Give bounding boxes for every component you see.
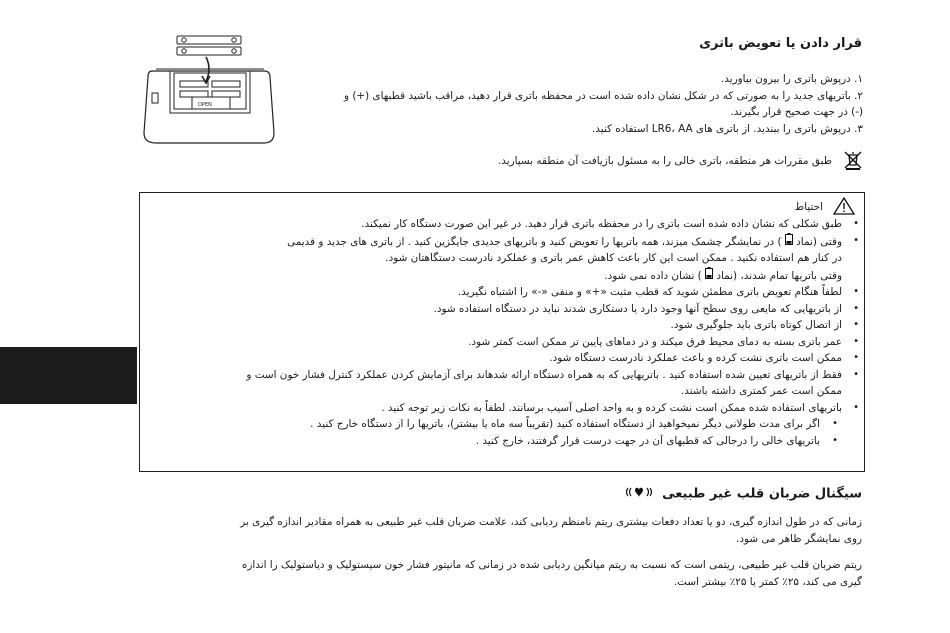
caution-subitem-1: • اگر برای مدت طولانی دیگر نمیخواهید از دستگاه استفاده کنید (تقریباً سه ماه یا بیشتر)، باتریها را از دستگاه خارج کنید . [172, 416, 820, 433]
battery-section-title: قرار دادن یا تعویض باتری [699, 36, 862, 51]
battery-compartment-illustration [140, 33, 280, 148]
section-tab [0, 347, 137, 404]
disposal-note: طبق مقررات هر منطقه، باتری خالی را به مسئول بازیافت آن منطقه بسپارید. [497, 155, 832, 167]
irregular-heartbeat-icon [624, 486, 654, 502]
irregular-section-title: سیگنال ضربان قلب غیر طبیعی [562, 486, 862, 502]
battery-steps [283, 71, 863, 137]
caution-subitem-2: • باتریهای خالی را درجالی که قطبهای آن در جهت درست قرار گرفتند، خارج کنید . [172, 433, 820, 450]
battery-empty-icon [705, 267, 713, 285]
caution-item-7: • ممکن است باتری نشت کرده و باعث عملکرد نادرست دستگاه شود. [172, 350, 842, 367]
caution-item-2-line3: وقتی باتریها تمام شدند، (نماد ) نشان داده نمی شود. [172, 267, 842, 285]
caution-item-9: • باتریهای استفاده شده ممکن است نشت کرده و به واحد اصلی آسیب برسانند. لطفاً به نکات زیر توجه کنید . [172, 400, 842, 417]
open-label: OPEN [198, 102, 212, 108]
caution-item-1: • طبق شکلی که نشان داده شده است باتری را در محفظه باتری قرار دهید. در غیر این صورت دستگاه کار نمیکند. [172, 216, 842, 233]
caution-item-8-line2: ممکن است عمر کمتری داشته باشند. [680, 385, 842, 397]
irregular-paragraph-1: زمانی که در طول اندازه گیری، دو یا تعداد دفعات بیشتری ریتم نامنظم ردیابی کند، علامت ضربان قلب غیر طبیعی به همراه مقادیر اندازه گیری بر روی نمایشگر ظاهر می شود. [240, 516, 862, 545]
crossed-bin-icon [842, 149, 864, 171]
caution-item-5: • از اتصال کوتاه باتری باید جلوگیری شود. [172, 317, 842, 334]
caution-item-4: • از باتریهایی که مایعی روی سطح آنها وجود دارد یا دستکاری شدند نباید در دستگاه استفاده شود. [172, 301, 842, 318]
caution-item-2-line2: در کنار هم استفاده نکنید . ممکن است این کار باعث کاهش عمر باتری و عملکرد نادرست دستگاهتان شود. [385, 252, 842, 264]
step-1: ۱. درپوش باتری را بیرون بیاورید. [720, 73, 863, 85]
caution-item-6: • عمر باتری بسته به دمای محیط فرق میکند و در دماهای پایین تر ممکن است کمتر شود. [172, 334, 842, 351]
battery-icon [785, 233, 793, 251]
step-3: ۳. درپوش باتری را ببندید. از باتری های LR6، AA استفاده کنید. [591, 122, 863, 135]
caution-subitems [172, 416, 820, 449]
step-2: ۲. باتریهای جدید را به صورتی که در شکل نشان داده شده است در محفظه باتری قرار دهید، مراقب باشید قطبهای (+) و [344, 89, 863, 102]
battery-diagram [140, 33, 280, 148]
warning-triangle-icon [832, 196, 856, 216]
irregular-paragraph-2: ریتم ضربان قلب غیر طبیعی، ریتمی است که نسبت به ریتم میانگین ردیابی شده در زمانی که مانیتور فشار خون سیستولیک و دیاستولیک را اندازه گیری می کند، ۲۵٪ کمتر یا ۲۵٪ بیشتر است. [241, 559, 862, 588]
caution-title: احتیاط [794, 201, 823, 213]
caution-item-2: • وقتی (نماد ) در نمایشگر چشمک میزند، همه باتریها را تعویض کنید و باتریهای جدیدی جایگزین کنید . از باتری های جدید و قدیمی [172, 233, 842, 251]
step-2-continued: (-) در جهت صحیح قرار بگیرند. [730, 106, 863, 118]
caution-list [172, 216, 842, 449]
caution-item-8: • فقط از باتریهای تعیین شده استفاده کنید . باتریهایی که به همراه دستگاه ارائه شدهاند برای آزمایش کردن عملکرد کنترل فشار خون است و [172, 367, 842, 384]
caution-item-3: • لطفاً هنگام تعویض باتری مطمئن شوید که قطب مثبت «+» و منفی «-» را اشتباه نگیرید. [172, 284, 842, 301]
